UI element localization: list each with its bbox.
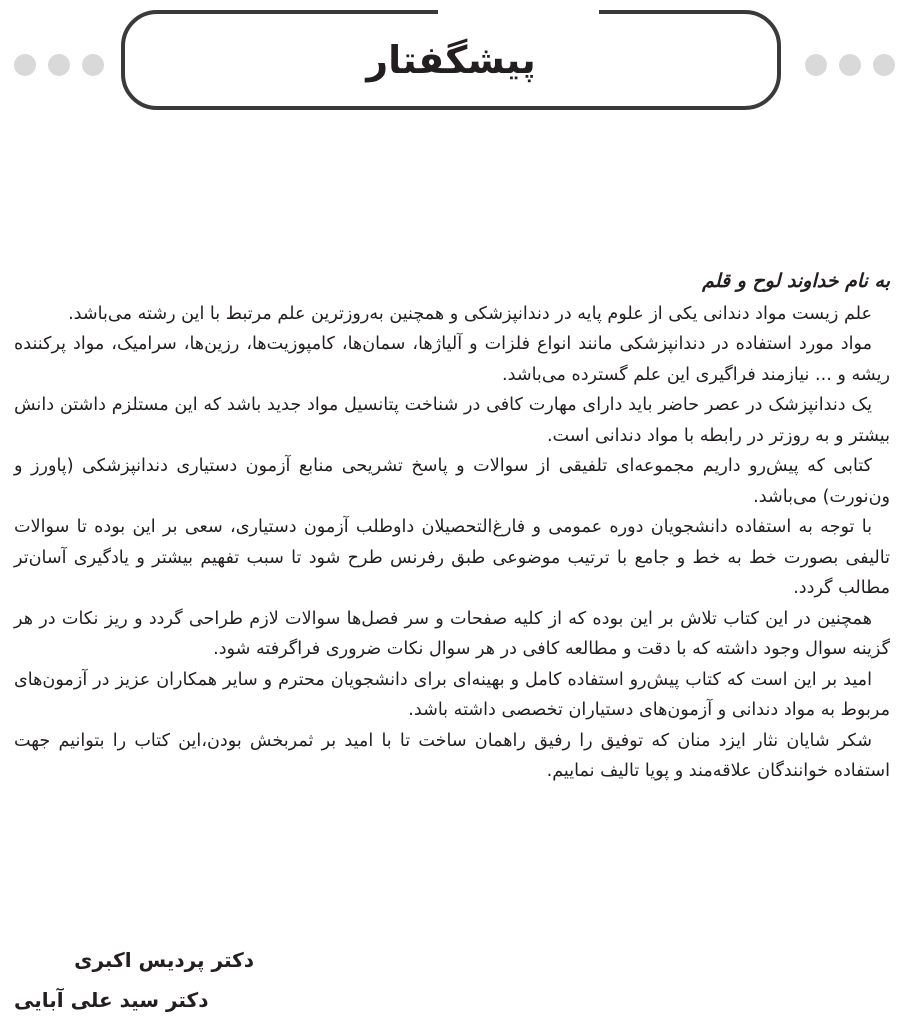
paragraph: مواد مورد استفاده در دندانپزشکی مانند انواع فلزات و آلیاژها، سمان‌ها، کامپوزیت‌ها، رزین‌ها، سرامیک، مواد پرکننده ریشه و ... نیازمند فراگیری این علم گسترده می‌باشد. xyxy=(14,334,890,385)
preface-body xyxy=(14,266,890,787)
paragraph: یک دندانپزشک در عصر حاضر باید دارای مهارت کافی در شناخت پتانسیل مواد جدید باشد که این مستلزم داشتن دانش بیشتر و به روزتر در رابطه با مواد دندانی است. xyxy=(14,395,890,446)
decorative-dots-right xyxy=(805,54,895,76)
dot xyxy=(48,54,70,76)
author-signature xyxy=(14,940,254,1020)
dot xyxy=(805,54,827,76)
dot xyxy=(873,54,895,76)
paragraph: علم زیست مواد دندانی یکی از علوم پایه در دندانپزشکی و همچنین به‌روزترین علم مرتبط با این رشته می‌باشد. xyxy=(68,303,872,324)
paragraph: کتابی که پیش‌رو داریم مجموعه‌ای تلفیقی از سوالات و پاسخ تشریحی منابع آزمون دستیاری دندانپزشکی (پاورز و ون‌نورت) می‌باشد. xyxy=(14,456,890,507)
page-title: پیشگفتار xyxy=(366,38,536,82)
author-name: دکتر پردیس اکبری xyxy=(74,948,254,972)
author-name: دکتر سید علی آبایی xyxy=(14,988,209,1012)
paragraph: همچنین در این کتاب تلاش بر این بوده که از کلیه صفحات و سر فصل‌ها سوالات لازم طراحی گردد و ریز نکات در هر گزینه سوال وجود داشته که با دقت و مطالعه کافی در هر سوال نکات ضروری فراگرفته شود. xyxy=(14,608,890,659)
page-header xyxy=(0,0,922,130)
paragraph: امید بر این است که کتاب پیش‌رو استفاده کامل و بهینه‌ای برای دانشجویان محترم و سایر همکاران عزیز در آزمون‌های مربوط به مواد دندانی و آزمون‌های دستیاران تخصصی داشته باشد. xyxy=(14,669,890,720)
dot xyxy=(14,54,36,76)
dot xyxy=(839,54,861,76)
basmala-heading: به نام خداوند لوح و قلم xyxy=(702,270,890,292)
paragraph: شکر شایان نثار ایزد منان که توفیق را رفیق راهمان ساخت تا با امید بر ثمربخش بودن،این کتاب را بتوانیم جهت استفاده خوانندگان علاقه‌مند و پویا تالیف نماییم. xyxy=(14,730,890,781)
paragraph: با توجه به استفاده دانشجویان دوره عمومی و فارغ‌التحصیلان داوطلب آزمون دستیاری، سعی بر این بوده تا سوالات تالیفی بصورت خط به خط و جامع با ترتیب موضوعی طبق رفرنس طرح شود تا سبب تفهیم بیشتر و یادگیری آسان‌تر مطالب گردد. xyxy=(14,517,890,598)
dot xyxy=(82,54,104,76)
decorative-dots-left xyxy=(14,54,104,76)
